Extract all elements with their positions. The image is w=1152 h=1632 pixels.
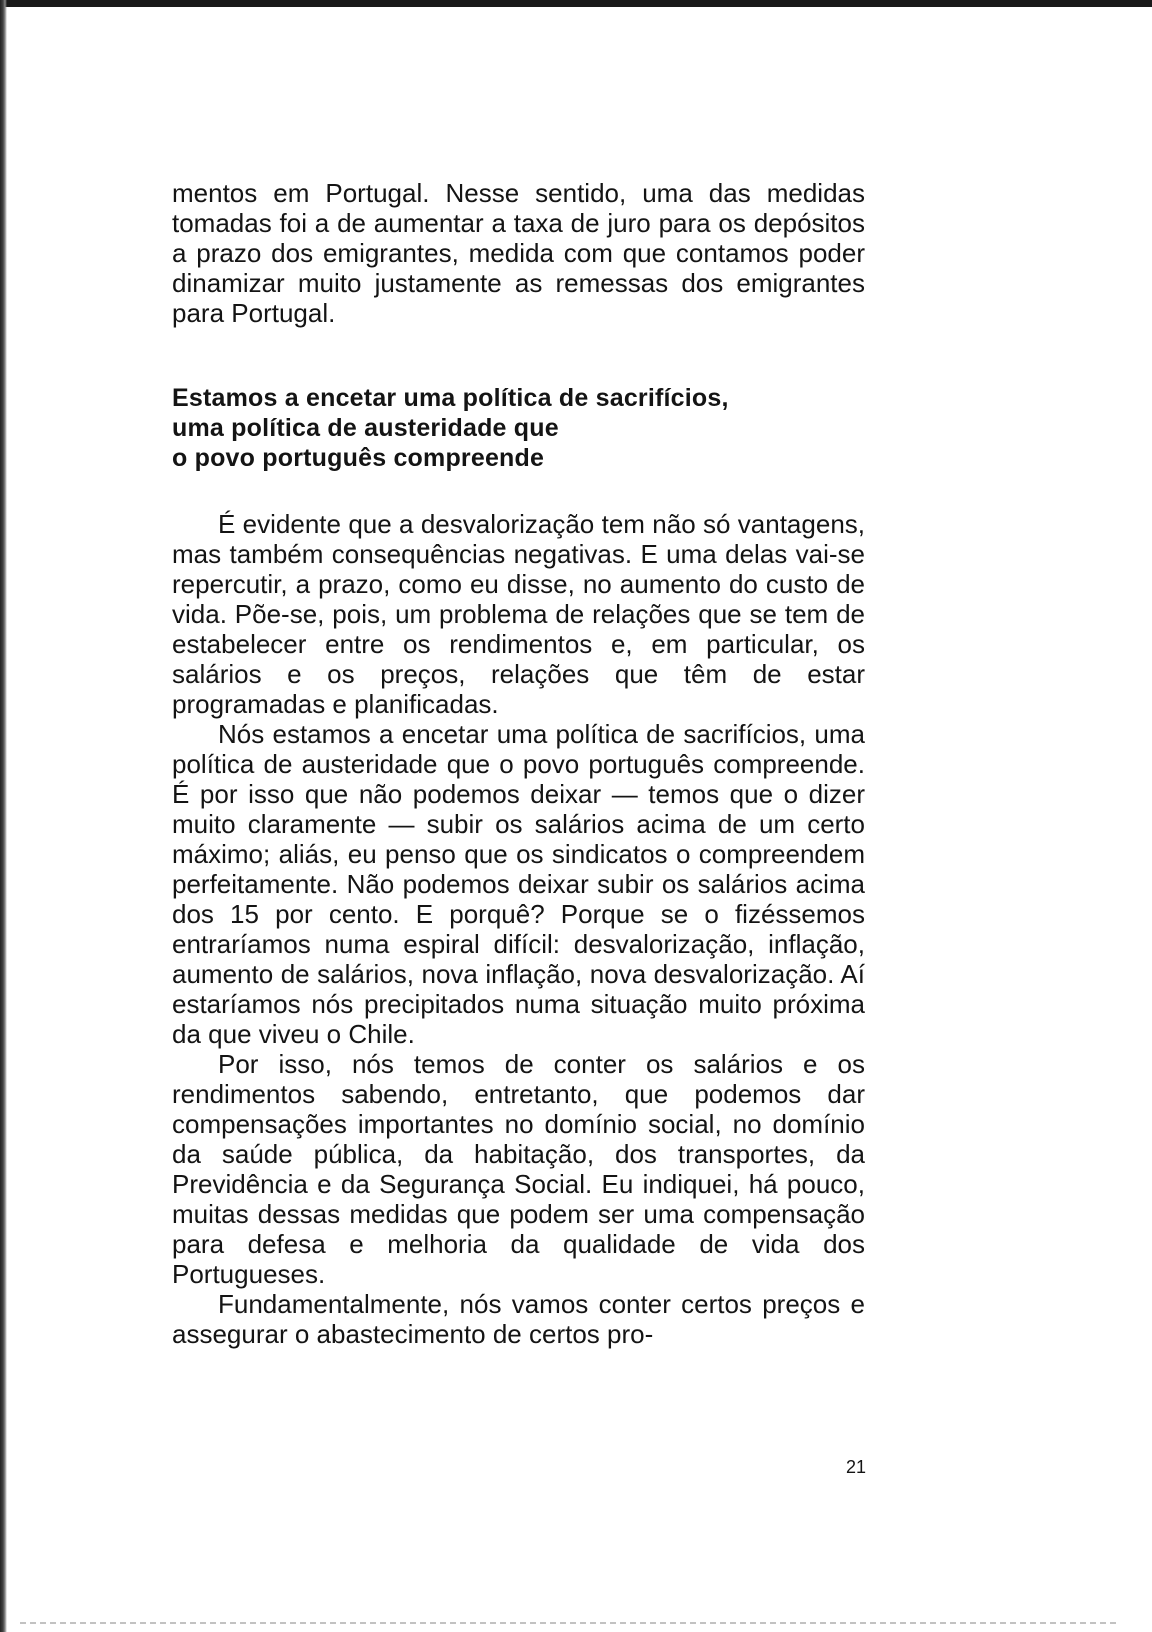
body-paragraph: É evidente que a desvalorização tem não só vantagens, mas também consequências negativas. E uma delas vai-se repercutir, a prazo, como eu disse, no aumento do custo de vida. Põe-se, pois, um problema de relações que se tem de estabelecer entre os rendimentos e, em particular, os salários e os preços, relações que têm de estar programadas e planificadas. [172,509,865,719]
scan-border-left [0,0,7,1632]
intro-paragraph: mentos em Portugal. Nesse sentido, uma das medidas tomadas foi a de aumentar a taxa de juro para os depósitos a prazo dos emigrantes, medida com que contamos poder dinamizar muito justamente as remessas dos emigrantes para Portugal. [172,178,865,328]
section-heading [172,383,865,473]
body-paragraph: Nós estamos a encetar uma política de sacrifícios, uma política de austeridade que o povo português compreende. É por isso que não podemos deixar — temos que o dizer muito claramente — subir os salários acima de um certo máximo; aliás, eu penso que os sindicatos o compreendem perfeitamente. Não podemos deixar subir os salários acima dos 15 por cento. E porquê? Porque se o fizéssemos entraríamos numa espiral difícil: desvalorização, inflação, aumento de salários, nova inflação, nova desvalorização. Aí estaríamos nós precipitados numa situação muito próxima da que viveu o Chile. [172,719,865,1049]
scan-border-top [0,0,1152,7]
page-number: 21 [845,1457,866,1477]
section-heading-line: o povo português compreende [172,444,545,472]
body-paragraph: Por isso, nós temos de conter os salários e os rendimentos sabendo, entretanto, que podemos dar compensações importantes no domínio social, no domínio da saúde pública, da habitação, dos transportes, da Previdência e da Segurança Social. Eu indiquei, há pouco, muitas dessas medidas que podem ser uma compensação para defesa e melhoria da qualidade de vida dos Portugueses. [172,1049,865,1289]
section-heading-line: uma política de austeridade que [172,414,559,442]
body-paragraph: Fundamentalmente, nós vamos conter certos preços e assegurar o abastecimento de certos pro- [172,1289,865,1349]
section-heading-line: Estamos a encetar uma política de sacrifícios, [172,384,729,412]
scan-border-bottom [20,1622,1120,1624]
body-text [172,509,865,1349]
